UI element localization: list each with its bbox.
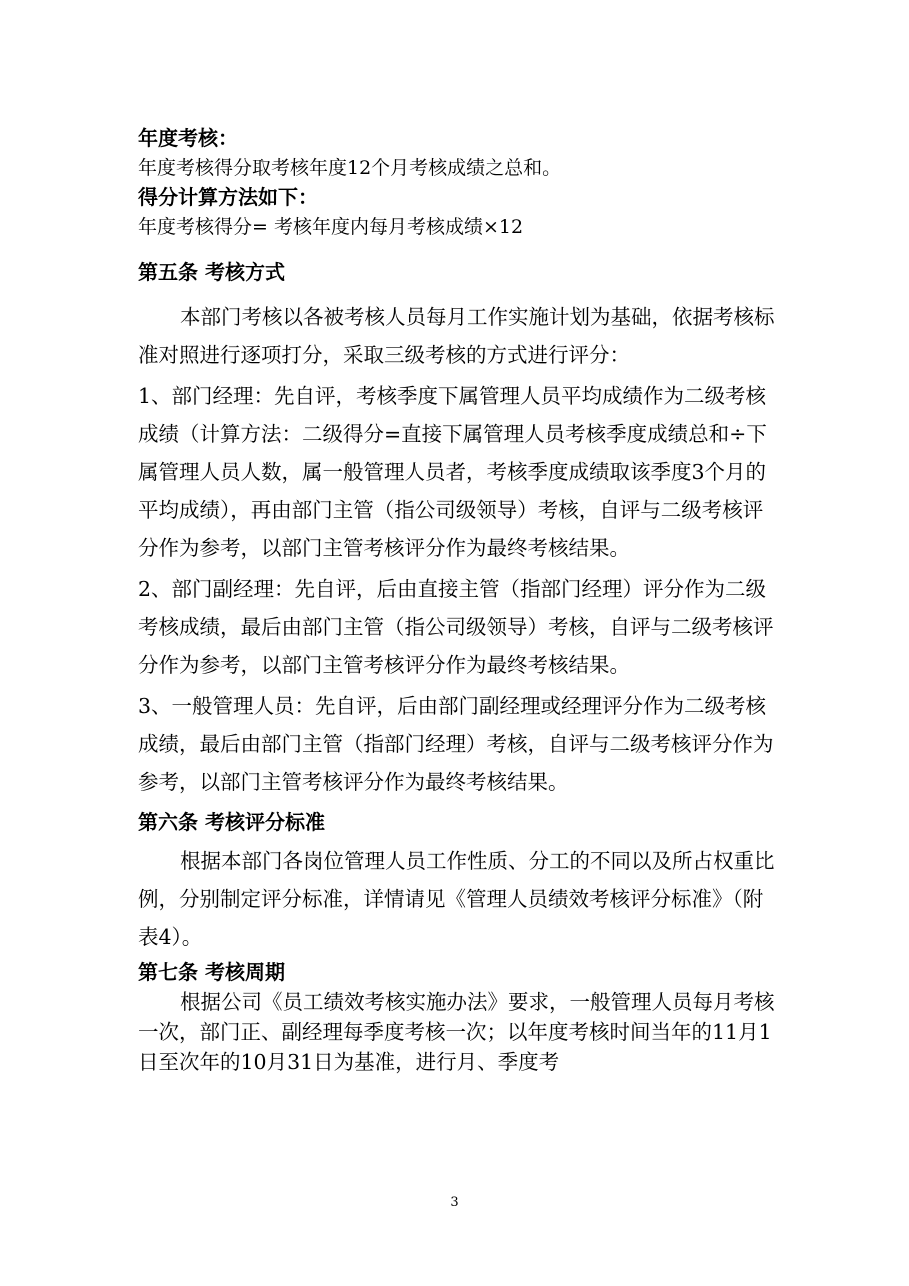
article-6-heading: 第六条 考核评分标准 — [138, 810, 325, 834]
article-5-item-2: 2、部门副经理：先自评，后由直接主管（指部门经理）评分作为二级考核成绩，最后由部门主管（指公司级领导）考核，自评与二级考核评分作为参考，以部门主管考核评分作为最终考核结果。 — [138, 577, 774, 677]
article-5-intro: 本部门考核以各被考核人员每月工作实施计划为基础，依据考核标准对照进行逐项打分，采取三级考核的方式进行评分： — [138, 305, 775, 367]
page-content — [138, 124, 778, 1077]
article-5-item-3: 3、一般管理人员：先自评，后由部门副经理或经理评分作为二级考核成绩，最后由部门主管（指部门经理）考核，自评与二级考核评分作为参考，以部门主管考核评分作为最终考核结果。 — [138, 694, 774, 794]
article-7-text: 根据公司《员工绩效考核实施办法》要求，一般管理人员每月考核一次，部门正、副经理每季度考核一次；以年度考核时间当年的11月1日至次年的10月31日为基准，进行月、季度考 — [138, 990, 775, 1074]
article-7-heading: 第七条 考核周期 — [138, 960, 285, 984]
annual-heading: 年度考核： — [138, 126, 238, 150]
article-5-heading: 第五条 考核方式 — [138, 260, 285, 284]
page-number: 3 — [450, 1195, 459, 1210]
article-6-text: 根据本部门各岗位管理人员工作性质、分工的不同以及所占权重比例，分别制定评分标准，详情请见《管理人员绩效考核评分标准》（附表4）。 — [138, 849, 775, 949]
annual-text: 年度考核得分取考核年度12个月考核成绩之总和。 — [138, 157, 562, 179]
article-5-item-1: 1、部门经理：先自评，考核季度下属管理人员平均成绩作为二级考核成绩（计算方法：二级得分=直接下属管理人员考核季度成绩总和÷下属管理人员人数，属一般管理人员者，考核季度成绩取该季度3个月的平均成绩），再由部门主管（指公司级领导）考核，自评与二级考核评分作为参考，以部门主管考核评分作为最终考核结果。 — [138, 384, 767, 560]
calc-formula: 年度考核得分= 考核年度内每月考核成绩×12 — [138, 216, 524, 238]
calc-heading: 得分计算方法如下： — [138, 185, 318, 209]
